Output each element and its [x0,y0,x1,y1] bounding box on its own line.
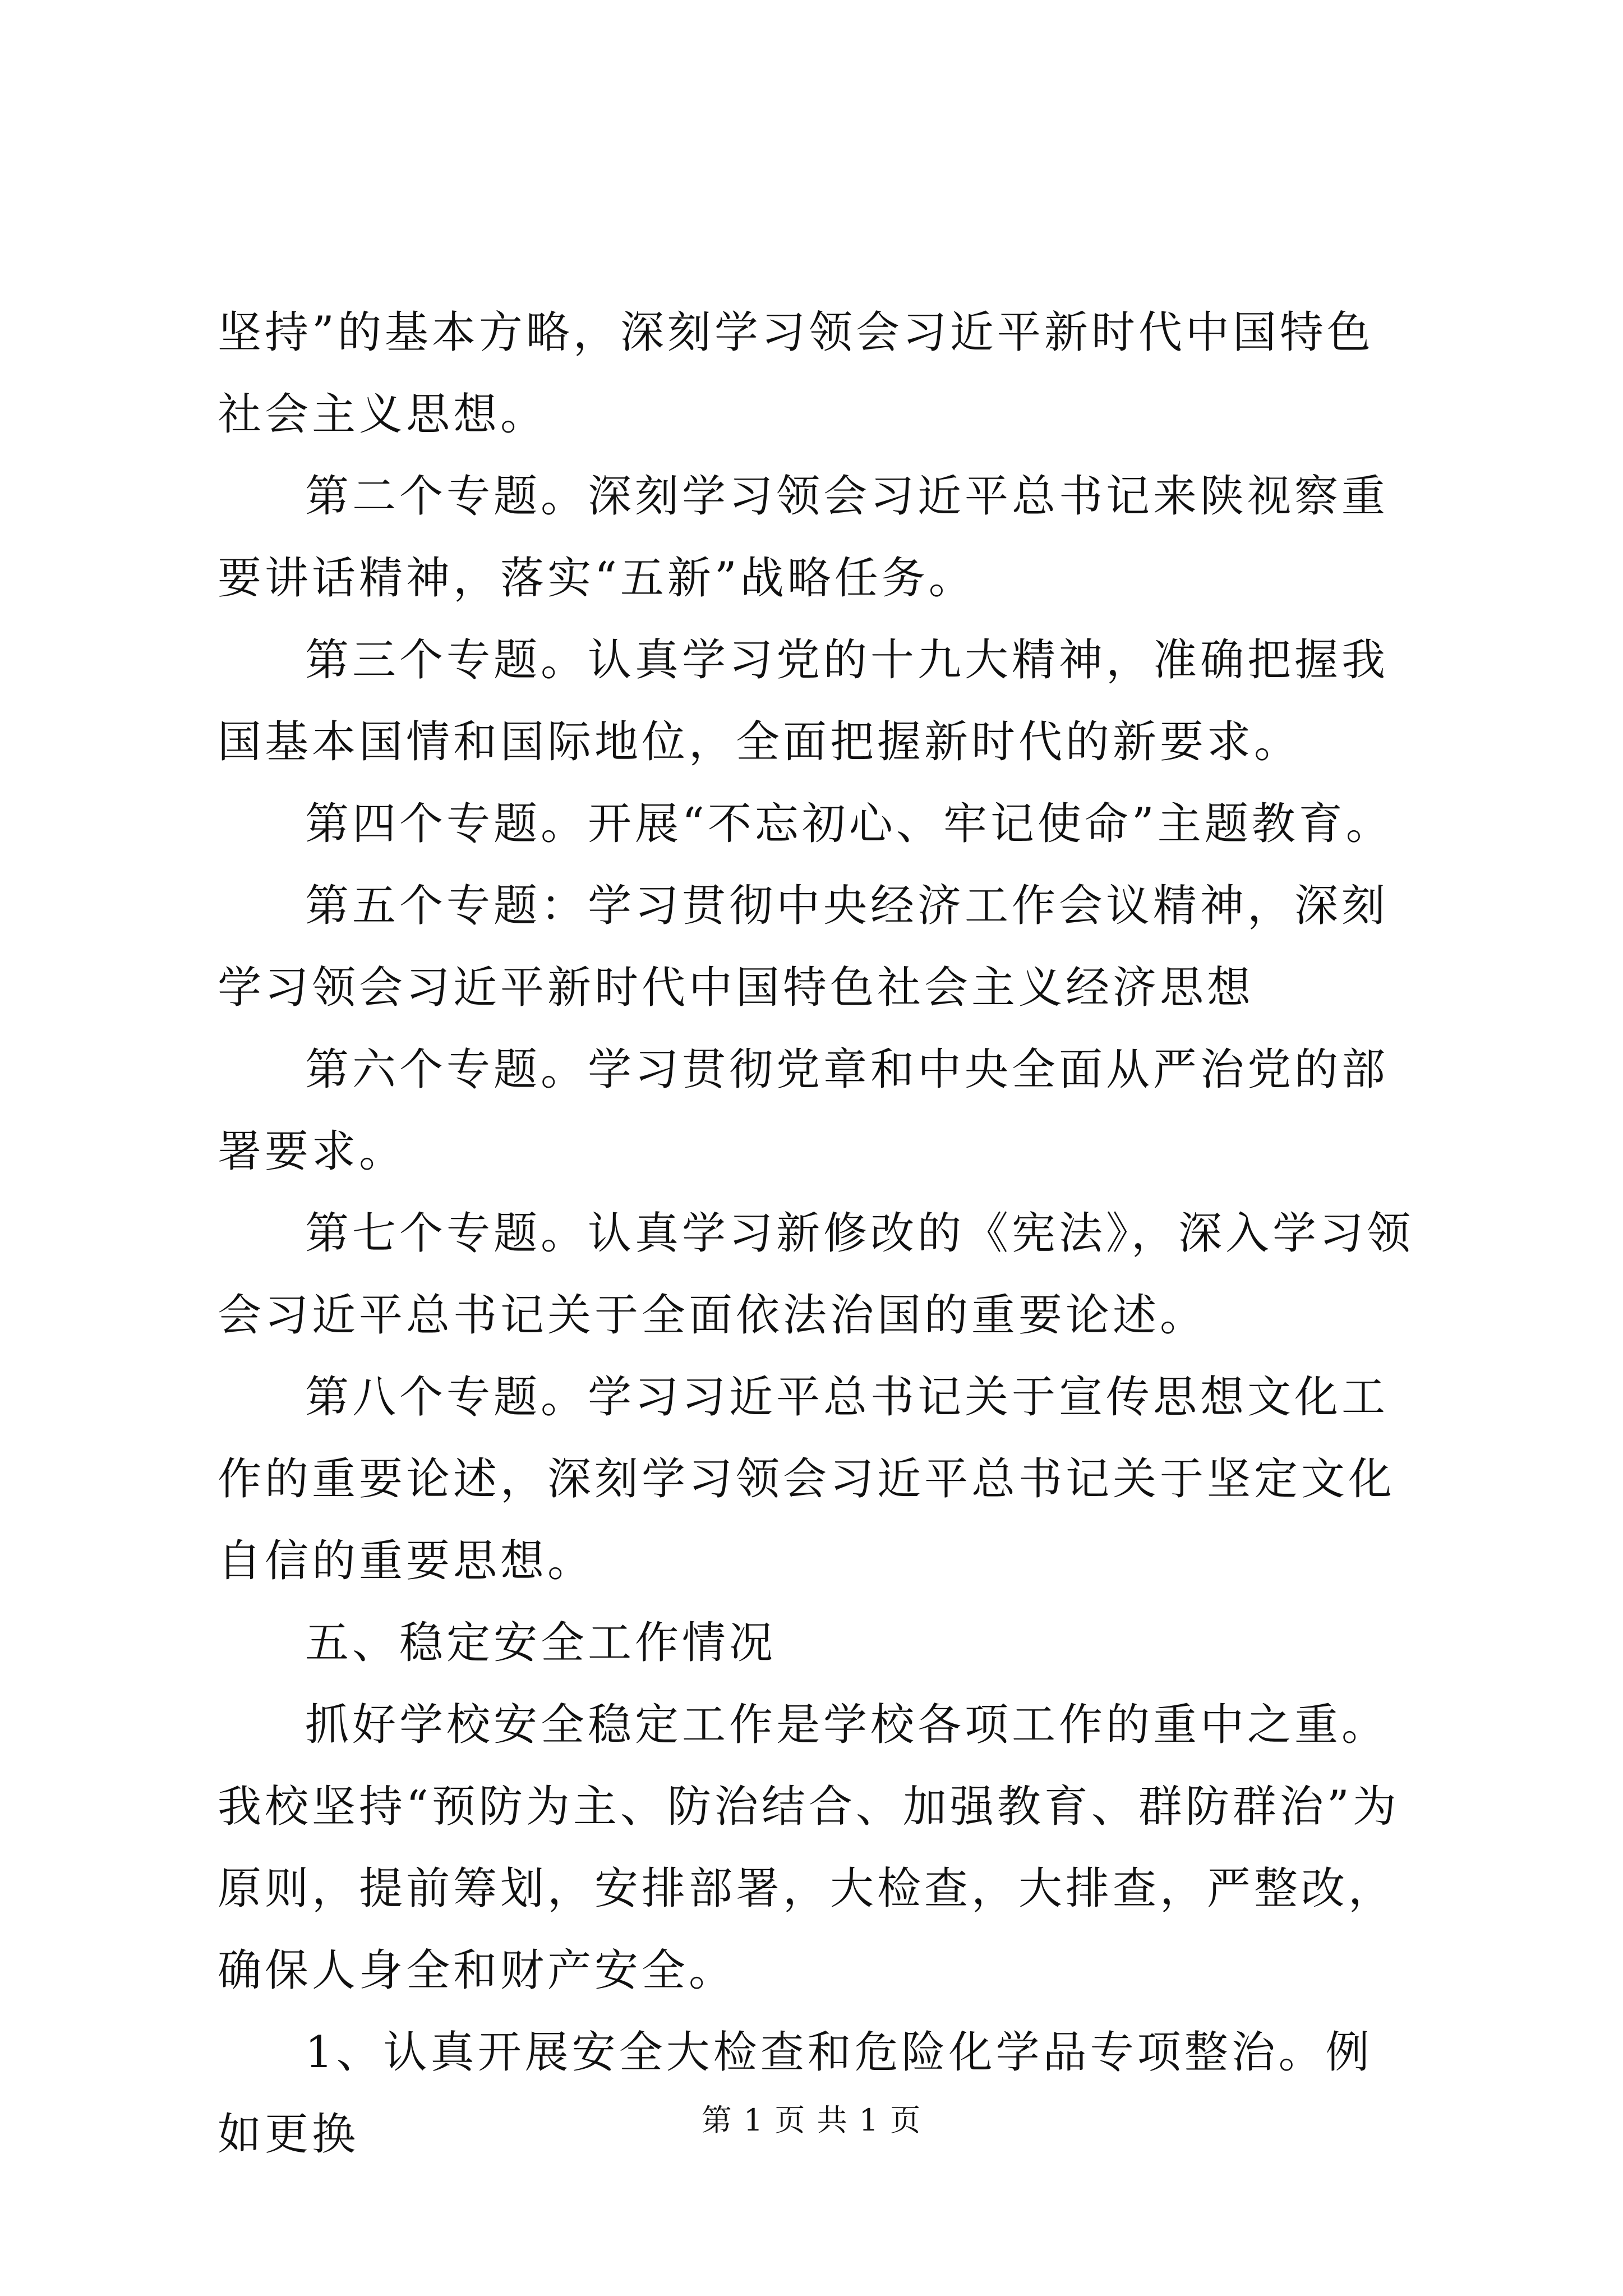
paragraph-10: 抓好学校安全稳定工作是学校各项工作的重中之重。我校坚持“预防为主、防治结合、加强教育、群防群治”为原则，提前筹划，安排部署，大检查，大排查，严整改，确保人身全和财产安全。 [218,1700,1400,1996]
paragraph-3: 第三个专题。认真学习党的十九大精神，准确把握我国基本国情和国际地位，全面把握新时代的新要求。 [218,635,1389,767]
paragraph-4: 第四个专题。开展“不忘初心、牢记使命”主题教育。 [305,799,1393,849]
paragraph-6: 第六个专题。学习贯彻党章和中央全面从严治党的部署要求。 [218,1045,1389,1177]
section-heading: 五、稳定安全工作情况 [305,1618,777,1668]
paragraph-7: 第七个专题。认真学习新修改的《宪法》，深入学习领会习近平总书记关于全面依法治国的重要论述。 [218,1208,1414,1341]
page-footer: 第 1 页 共 1 页 [701,2102,922,2138]
document-body [218,292,1418,2175]
paragraph-1: 坚持”的基本方略，深刻学习领会习近平新时代中国特色社会主义思想。 [218,307,1374,440]
paragraph-11: 1、认真开展安全大检查和危险化学品专项整治。例如更换 [218,2027,1373,2160]
paragraph-2: 第二个专题。深刻学习领会习近平总书记来陕视察重要讲话精神，落实“五新”战略任务。 [218,471,1389,604]
paragraph-8: 第八个专题。学习习近平总书记关于宣传思想文化工作的重要论述，深刻学习领会习近平总书记关于坚定文化自信的重要思想。 [218,1372,1396,1586]
paragraph-5: 第五个专题：学习贯彻中央经济工作会议精神，深刻学习领会习近平新时代中国特色社会主义经济思想 [218,881,1389,1013]
